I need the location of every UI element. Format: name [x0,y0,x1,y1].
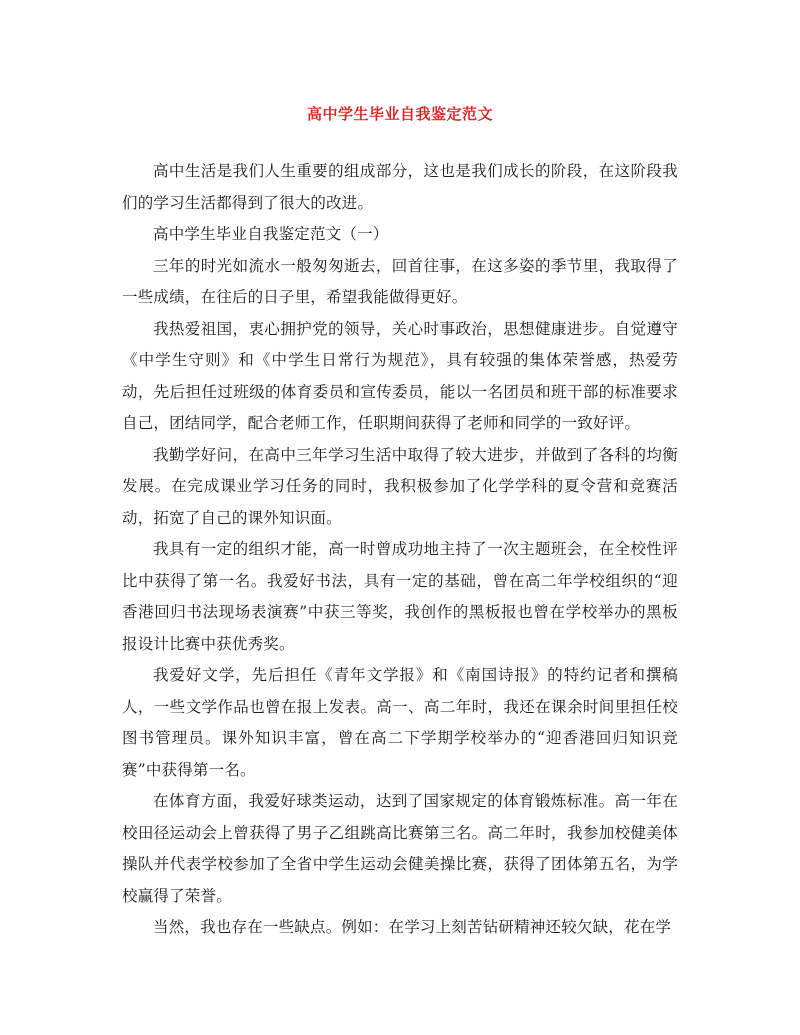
paragraph-intro: 高中生活是我们人生重要的组成部分，这也是我们成长的阶段，在这阶段我们的学习生活都得到了很大的改进。 [122,162,678,212]
paragraph-organization: 我具有一定的组织才能，高一时曾成功地主持了一次主题班会，在全校性评比中获得了第一名。我爱好书法，具有一定的基础，曾在高二年学校组织的“迎香港回归书法现场表演赛”中获三等奖，我创作的黑板报也曾在学校举办的黑板报设计比赛中获优秀奖。 [122,540,678,653]
paragraph-section-heading: 高中学生毕业自我鉴定范文（一） [153,225,389,243]
paragraph-shortcomings: 当然，我也存在一些缺点。例如：在学习上刻苦钻研精神还较欠缺，花在学 [153,918,672,936]
paragraph-study: 我勤学好问，在高中三年学习生活中取得了较大进步，并做到了各科的均衡发展。在完成课业学习任务的同时，我积极参加了化学学科的夏令营和竞赛活动，拓宽了自己的课外知识面。 [122,445,678,527]
document-body [122,156,678,944]
paragraph-literature: 我爱好文学，先后担任《青年文学报》和《南国诗报》的特约记者和撰稿人，一些文学作品也曾在报上发表。高一、高二年时，我还在课余时间里担任校图书管理员。课外知识丰富，曾在高二下学期学校举办的“迎香港回归知识竞赛”中获得第一名。 [122,666,678,779]
paragraph-sports: 在体育方面，我爱好球类运动，达到了国家规定的体育锻炼标准。高一年在校田径运动会上曾获得了男子乙组跳高比赛第三名。高二年时，我参加校健美体操队并代表学校参加了全省中学生运动会健美操比赛，获得了团体第五名，为学校赢得了荣誉。 [122,792,678,905]
document-title: 高中学生毕业自我鉴定范文 [306,105,493,123]
paragraph-patriotism: 我热爱祖国，衷心拥护党的领导，关心时事政治，思想健康进步。自觉遵守《中学生守则》和《中学生日常行为规范》，具有较强的集体荣誉感，热爱劳动，先后担任过班级的体育委员和宣传委员，能以一名团员和班干部的标准要求自己，团结同学，配合老师工作，任职期间获得了老师和同学的一致好评。 [122,319,678,432]
paragraph-opening: 三年的时光如流水一般匆匆逝去，回首往事，在这多姿的季节里，我取得了一些成绩，在往后的日子里，希望我能做得更好。 [122,256,678,306]
